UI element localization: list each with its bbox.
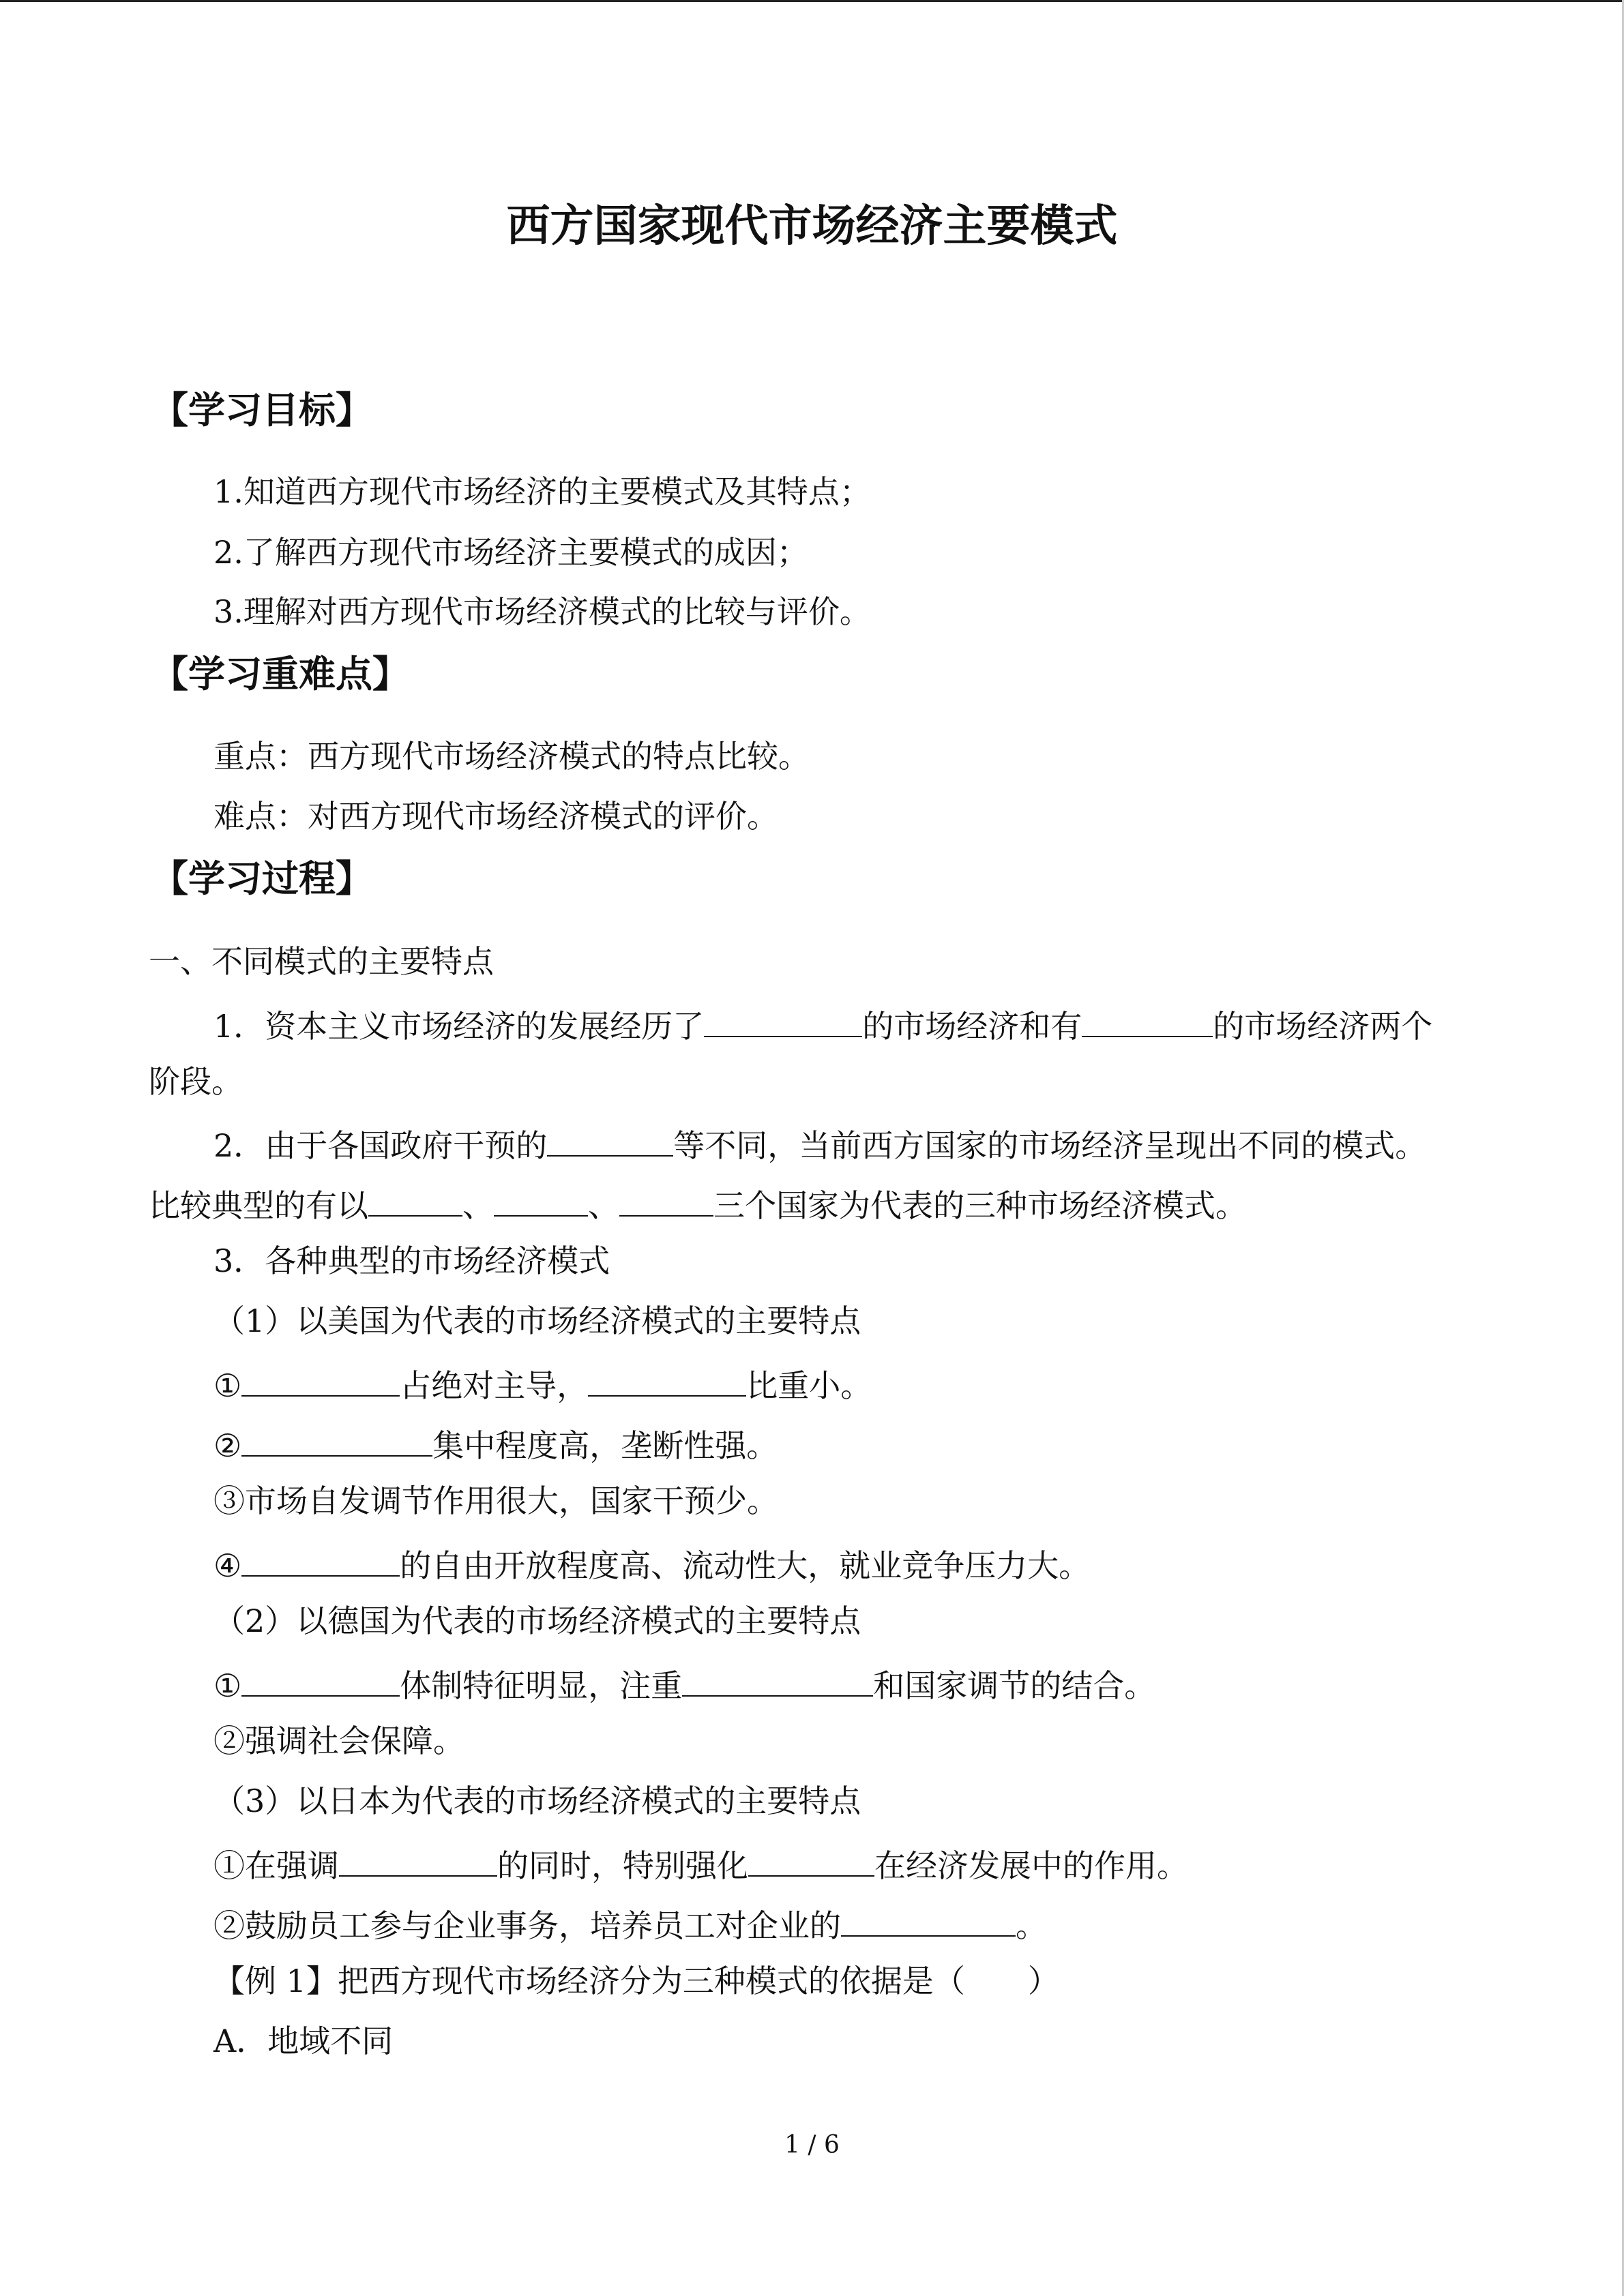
keypoint-difficulty: 难点：对西方现代市场经济模式的评价。 <box>213 798 778 835</box>
question-2-line-1 <box>213 1125 1427 1164</box>
fill-blank[interactable] <box>547 1125 673 1157</box>
fill-blank[interactable] <box>241 1365 400 1397</box>
page-top-border <box>0 0 1624 2</box>
example-1-question: 【例 1】把西方现代市场经济分为三种模式的依据是（ ） <box>213 1963 1059 1999</box>
question-3-title: 3．各种典型的市场经济模式 <box>213 1242 610 1279</box>
us-item-1-text-a: 占绝对主导， <box>400 1367 589 1404</box>
jp-item-1-text-c: 在经济发展中的作用。 <box>874 1847 1188 1884</box>
keypoints-heading: 【学习重难点】 <box>151 653 409 696</box>
jp-model-heading: （3）以日本为代表的市场经济模式的主要特点 <box>213 1783 861 1819</box>
fill-blank[interactable] <box>494 1185 588 1217</box>
question-2-sep-1: 、 <box>462 1187 494 1224</box>
de-item-1-text-b: 和国家调节的结合。 <box>873 1667 1156 1704</box>
fill-blank[interactable] <box>619 1185 713 1217</box>
question-1-text-c: 的市场经济两个 <box>1213 1008 1433 1045</box>
question-1-line-2: 阶段。 <box>149 1063 243 1100</box>
jp-item-2-text-b: 。 <box>1016 1907 1047 1944</box>
question-1-line-1 <box>213 1006 1433 1045</box>
fill-blank[interactable] <box>682 1665 873 1697</box>
de-model-heading: （2）以德国为代表的市场经济模式的主要特点 <box>213 1602 861 1639</box>
question-1-text-b: 的市场经济和有 <box>862 1008 1082 1045</box>
page-title: 西方国家现代市场经济主要模式 <box>506 201 1118 252</box>
us-item-4 <box>213 1545 1091 1584</box>
us-item-4-marker: ④ <box>213 1547 242 1584</box>
fill-blank[interactable] <box>1082 1006 1213 1037</box>
fill-blank[interactable] <box>748 1845 874 1877</box>
question-1-text-a: 1．资本主义市场经济的发展经历了 <box>213 1008 705 1045</box>
objective-item-1: 1.知道西方现代市场经济的主要模式及其特点； <box>213 473 871 510</box>
us-item-2-marker: ② <box>213 1427 242 1464</box>
us-item-4-text: 的自由开放程度高、流动性大，就业竞争压力大。 <box>400 1547 1091 1584</box>
section-1-title: 一、不同模式的主要特点 <box>149 943 494 980</box>
fill-blank[interactable] <box>241 1665 400 1697</box>
us-item-2 <box>213 1425 778 1464</box>
us-model-heading: （1）以美国为代表的市场经济模式的主要特点 <box>213 1302 861 1339</box>
question-2-text-d: 三个国家为代表的三种市场经济模式。 <box>713 1187 1247 1224</box>
keypoint-key: 重点：西方现代市场经济模式的特点比较。 <box>213 738 810 775</box>
fill-blank[interactable] <box>241 1545 400 1577</box>
jp-item-2-text-a: ②鼓励员工参与企业事务，培养员工对企业的 <box>213 1907 841 1944</box>
question-2-sep-2: 、 <box>588 1187 619 1224</box>
question-2-line-2 <box>149 1185 1247 1224</box>
jp-item-1 <box>213 1845 1188 1884</box>
us-item-1-marker: ① <box>213 1367 242 1404</box>
page-number: 1 / 6 <box>784 2131 840 2159</box>
objective-item-2: 2.了解西方现代市场经济主要模式的成因； <box>213 534 808 571</box>
objective-item-3: 3.理解对西方现代市场经济模式的比较与评价。 <box>213 593 871 630</box>
fill-blank[interactable] <box>339 1845 497 1877</box>
de-item-1-text-a: 体制特征明显，注重 <box>400 1667 683 1704</box>
us-item-1-text-b: 比重小。 <box>746 1367 872 1404</box>
process-heading: 【学习过程】 <box>151 857 372 900</box>
objectives-heading: 【学习目标】 <box>151 389 372 432</box>
question-2-text-a: 2．由于各国政府干预的 <box>213 1127 548 1164</box>
fill-blank[interactable] <box>704 1006 862 1037</box>
jp-item-1-text-a: ①在强调 <box>213 1847 339 1884</box>
fill-blank[interactable] <box>841 1905 1016 1937</box>
example-1-option-a: A．地域不同 <box>213 2023 394 2059</box>
jp-item-1-text-b: 的同时，特别强化 <box>497 1847 748 1884</box>
fill-blank[interactable] <box>368 1185 462 1217</box>
question-2-text-c: 比较典型的有以 <box>149 1187 368 1224</box>
de-item-1-marker: ① <box>213 1667 242 1704</box>
us-item-2-text: 集中程度高，垄断性强。 <box>432 1427 778 1464</box>
us-item-3: ③市场自发调节作用很大，国家干预少。 <box>213 1482 778 1519</box>
de-item-1 <box>213 1665 1156 1704</box>
de-item-2: ②强调社会保障。 <box>213 1723 464 1759</box>
fill-blank[interactable] <box>588 1365 746 1397</box>
question-2-text-b: 等不同，当前西方国家的市场经济呈现出不同的模式。 <box>673 1127 1427 1164</box>
fill-blank[interactable] <box>241 1425 432 1457</box>
jp-item-2 <box>213 1905 1047 1944</box>
us-item-1 <box>213 1365 872 1404</box>
